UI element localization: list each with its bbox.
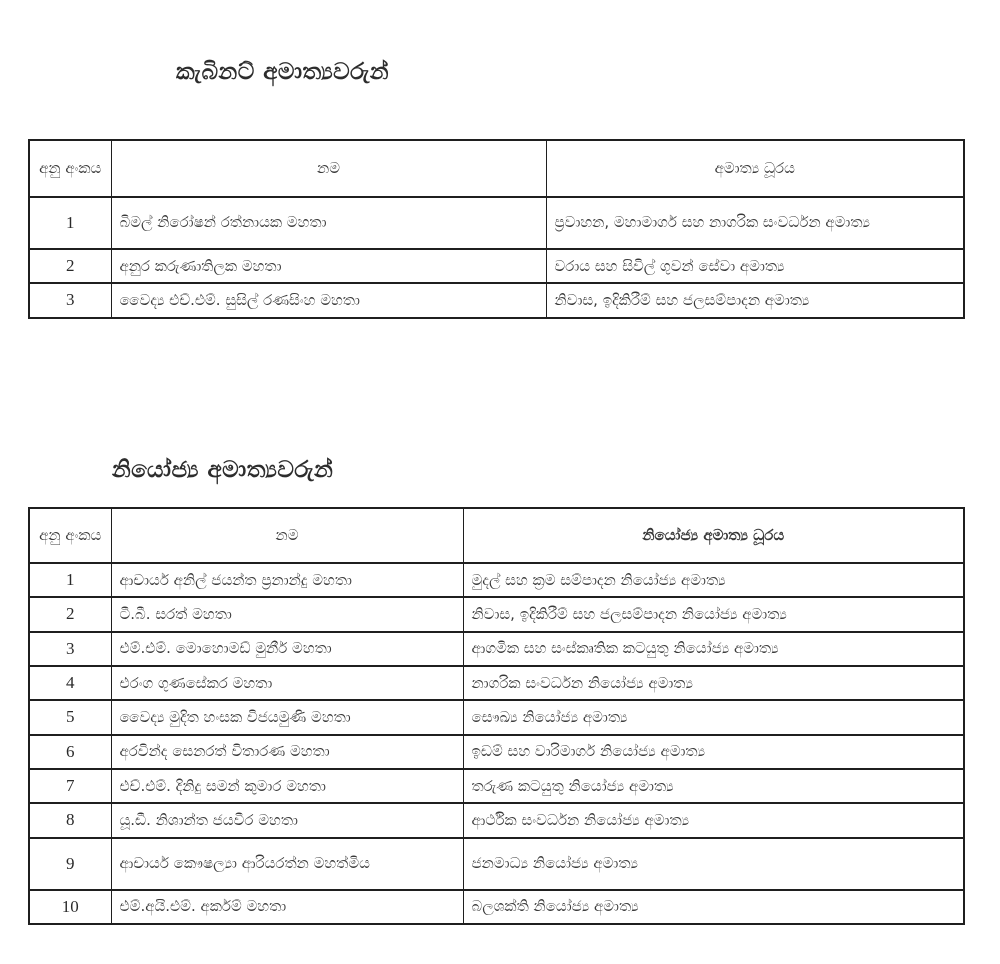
table-row <box>29 597 964 631</box>
minister-name-cell: ආචාර්ය අනිල් ජයන්ත ප්‍රනාන්දු මහතා <box>111 563 463 597</box>
minister-name-cell: වෛද්‍ය එච්.එම්. සුසිල් රණසිංහ මහතා <box>111 283 546 317</box>
ministry-post-cell: වරාය සහ සිවිල් ගුවන් සේවා අමාත්‍ය <box>546 249 964 283</box>
minister-name-cell: ආචාර්ය කෞෂල්‍යා ආරියරත්න මහත්මිය <box>111 838 463 890</box>
serial-number-cell: 8 <box>29 803 111 837</box>
table-row <box>29 803 964 837</box>
table-header-row <box>29 140 964 197</box>
serial-number-cell: 2 <box>29 249 111 283</box>
table-row <box>29 632 964 666</box>
minister-name-cell: එච්.එම්. දිනිදු සමන් කුමාර මහතා <box>111 769 463 803</box>
table-row <box>29 890 964 924</box>
minister-name-cell: එම්.එම්. මොහොමඩ් මුනීර් මහතා <box>111 632 463 666</box>
header-deputy-minister-post: නියෝජ්‍ය අමාත්‍ය ධූරය <box>463 508 964 563</box>
minister-name-cell: එරංග ගුණසේකර මහතා <box>111 666 463 700</box>
minister-name-cell: එම්.අයි.එම්. අර්කම් මහතා <box>111 890 463 924</box>
ministry-post-cell: ඉඩම් සහ වාරිමාර්ග නියෝජ්‍ය අමාත්‍ය <box>463 735 964 769</box>
table-row <box>29 735 964 769</box>
ministry-post-cell: සෞඛ්‍ය නියෝජ්‍ය අමාත්‍ය <box>463 700 964 734</box>
header-serial-number: අනු අංකය <box>29 140 111 197</box>
header-name: නම <box>111 140 546 197</box>
serial-number-cell: 10 <box>29 890 111 924</box>
cabinet-ministers-title: කැබිනට් අමාත්‍යවරුන් <box>176 59 390 86</box>
header-minister-post: අමාත්‍ය ධූරය <box>546 140 964 197</box>
table-row <box>29 769 964 803</box>
header-name: නම <box>111 508 463 563</box>
minister-name-cell: ටී.බී. සරත් මහතා <box>111 597 463 631</box>
deputy-ministers-title: නියෝජ්‍ය අමාත්‍යවරුන් <box>112 457 334 484</box>
ministry-post-cell: ආර්ථික සංවර්ධන නියෝජ්‍ය අමාත්‍ය <box>463 803 964 837</box>
ministry-post-cell: නාගරික සංවර්ධන නියෝජ්‍ය අමාත්‍ය <box>463 666 964 700</box>
header-serial-number: අනු අංකය <box>29 508 111 563</box>
serial-number-cell: 3 <box>29 283 111 317</box>
ministry-post-cell: නිවාස, ඉදිකිරීම් සහ ජලසම්පාදන නියෝජ්‍ය අමාත්‍ය <box>463 597 964 631</box>
ministry-post-cell: ප්‍රවාහන, මහාමාර්ග සහ නාගරික සංවර්ධන අමාත්‍ය <box>546 197 964 249</box>
minister-name-cell: බිමල් නිරෝෂන් රත්නායක මහතා <box>111 197 546 249</box>
serial-number-cell: 5 <box>29 700 111 734</box>
minister-name-cell: වෛද්‍ය මුදිත හංසක විජයමුණි මහතා <box>111 700 463 734</box>
table-row <box>29 283 964 317</box>
table-row <box>29 838 964 890</box>
serial-number-cell: 1 <box>29 197 111 249</box>
serial-number-cell: 4 <box>29 666 111 700</box>
serial-number-cell: 6 <box>29 735 111 769</box>
ministry-post-cell: ආගමික සහ සංස්කෘතික කටයුතු නියෝජ්‍ය අමාත්‍ය <box>463 632 964 666</box>
ministry-post-cell: නිවාස, ඉදිකිරීම් සහ ජලසම්පාදන අමාත්‍ය <box>546 283 964 317</box>
ministry-post-cell: තරුණ කටයුතු නියෝජ්‍ය අමාත්‍ය <box>463 769 964 803</box>
deputy-ministers-table <box>28 507 965 925</box>
serial-number-cell: 7 <box>29 769 111 803</box>
serial-number-cell: 9 <box>29 838 111 890</box>
minister-name-cell: අනුර කරුණාතිලක මහතා <box>111 249 546 283</box>
ministry-post-cell: ජනමාධ්‍ය නියෝජ්‍ය අමාත්‍ය <box>463 838 964 890</box>
cabinet-ministers-table <box>28 139 965 319</box>
table-row <box>29 666 964 700</box>
minister-name-cell: අරවින්ද සෙනරත් විතාරණ මහතා <box>111 735 463 769</box>
ministry-post-cell: මුදල් සහ ක්‍රම සම්පාදන නියෝජ්‍ය අමාත්‍ය <box>463 563 964 597</box>
table-header-row <box>29 508 964 563</box>
table-row <box>29 197 964 249</box>
serial-number-cell: 2 <box>29 597 111 631</box>
serial-number-cell: 1 <box>29 563 111 597</box>
ministry-post-cell: බලශක්ති නියෝජ්‍ය අමාත්‍ය <box>463 890 964 924</box>
table-row <box>29 563 964 597</box>
table-row <box>29 700 964 734</box>
table-row <box>29 249 964 283</box>
serial-number-cell: 3 <box>29 632 111 666</box>
minister-name-cell: යූ.ඩී. නිශාන්ත ජයවීර මහතා <box>111 803 463 837</box>
